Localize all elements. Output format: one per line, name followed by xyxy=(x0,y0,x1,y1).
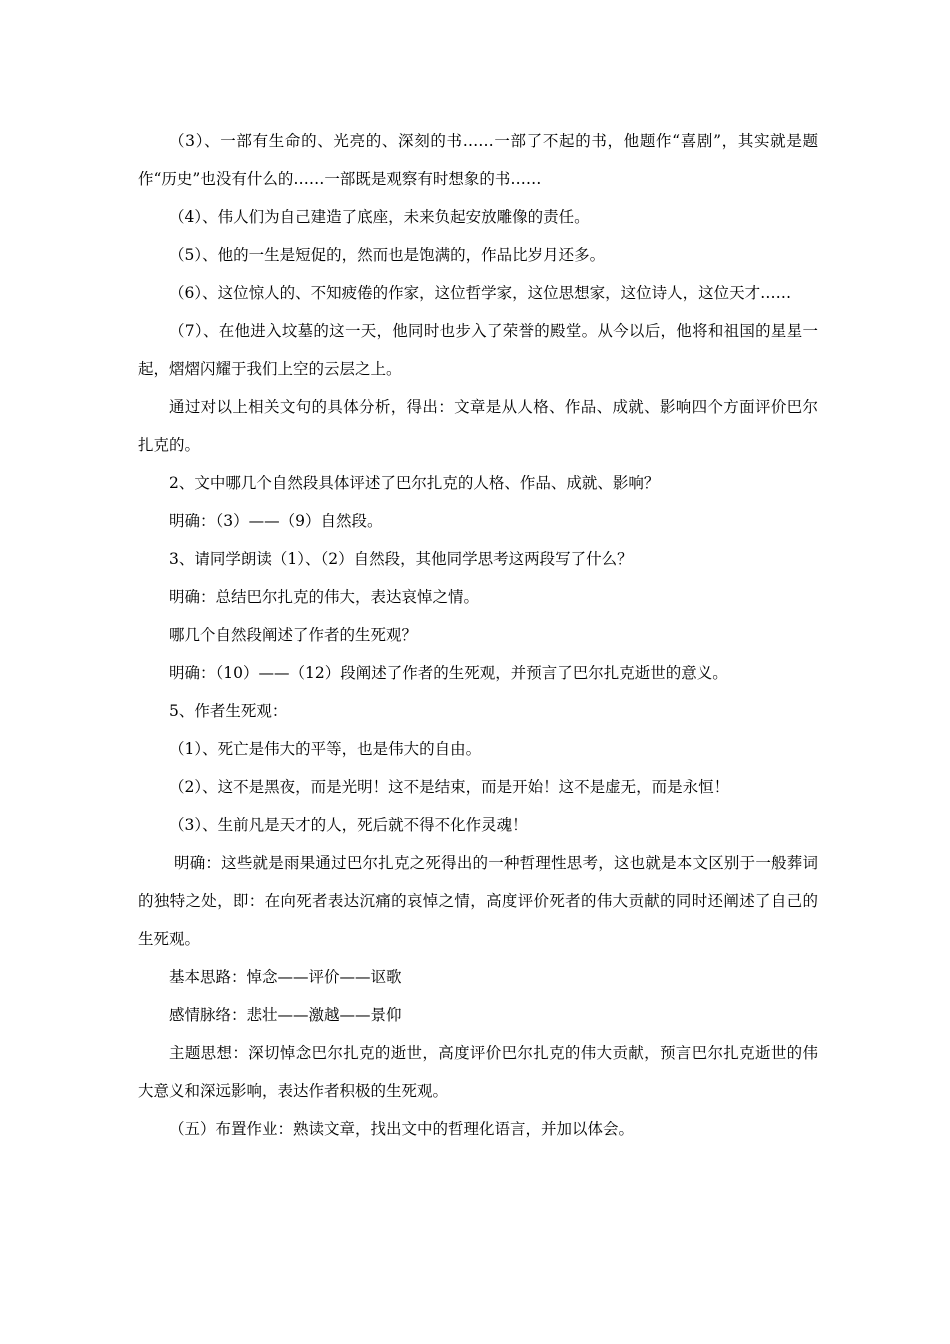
paragraph-question-4: 哪几个自然段阐述了作者的生死观？ xyxy=(169,626,418,644)
paragraph-quote-6: （6）、这位惊人的、不知疲倦的作家，这位哲学家，这位思想家，这位诗人，这位天才…… xyxy=(169,284,792,302)
document-body xyxy=(138,122,818,1148)
paragraph-answer-5: 明确：这些就是雨果通过巴尔扎克之死得出的一种哲理性思考，这也就是本文区别于一般葬词的独特之处，即：在向死者表达沉痛的哀悼之情，高度评价死者的伟大贡献的同时还阐述了自己的生死观。 xyxy=(138,854,818,948)
paragraph-heading-5: 5、作者生死观： xyxy=(169,702,288,720)
paragraph-question-2: 2、文中哪几个自然段具体评述了巴尔扎克的人格、作品、成就、影响？ xyxy=(169,474,660,492)
paragraph-quote-4: （4）、伟人们为自己建造了底座，未来负起安放雕像的责任。 xyxy=(169,208,590,226)
paragraph-basic-outline: 基本思路：悼念——评价——讴歌 xyxy=(169,968,402,986)
paragraph-view-2: （2）、这不是黑夜，而是光明！这不是结束，而是开始！这不是虚无，而是永恒！ xyxy=(169,778,730,796)
paragraph-question-3: 3、请同学朗读（1）、（2）自然段，其他同学思考这两段写了什么？ xyxy=(169,550,633,568)
paragraph-quote-3: （3）、一部有生命的、光亮的、深刻的书……一部了不起的书，他题作“喜剧”，其实就是题作“历史”也没有什么的……一部既是观察有时想象的书…… xyxy=(138,132,818,188)
paragraph-quote-7: （7）、在他进入坟墓的这一天，他同时也步入了荣誉的殿堂。从今以后，他将和祖国的星星一起，熠熠闪耀于我们上空的云层之上。 xyxy=(138,322,818,378)
paragraph-answer-4: 明确：（10）——（12）段阐述了作者的生死观，并预言了巴尔扎克逝世的意义。 xyxy=(169,664,728,682)
paragraph-answer-2: 明确：（3）——（9）自然段。 xyxy=(169,512,383,530)
paragraph-view-1: （1）、死亡是伟大的平等，也是伟大的自由。 xyxy=(169,740,482,758)
paragraph-homework: （五）布置作业：熟读文章，找出文中的哲理化语言，并加以体会。 xyxy=(169,1120,635,1138)
paragraph-emotion-line: 感情脉络：悲壮——激越——景仰 xyxy=(169,1006,402,1024)
paragraph-theme: 主题思想：深切悼念巴尔扎克的逝世，高度评价巴尔扎克的伟大贡献，预言巴尔扎克逝世的伟大意义和深远影响，表达作者积极的生死观。 xyxy=(138,1044,818,1100)
paragraph-quote-5: （5）、他的一生是短促的，然而也是饱满的，作品比岁月还多。 xyxy=(169,246,606,264)
paragraph-view-3: （3）、生前凡是天才的人，死后就不得不化作灵魂！ xyxy=(169,816,528,834)
paragraph-analysis-summary: 通过对以上相关文句的具体分析，得出：文章是从人格、作品、成就、影响四个方面评价巴尔扎克的。 xyxy=(138,398,818,454)
paragraph-answer-3: 明确：总结巴尔扎克的伟大，表达哀悼之情。 xyxy=(169,588,480,606)
